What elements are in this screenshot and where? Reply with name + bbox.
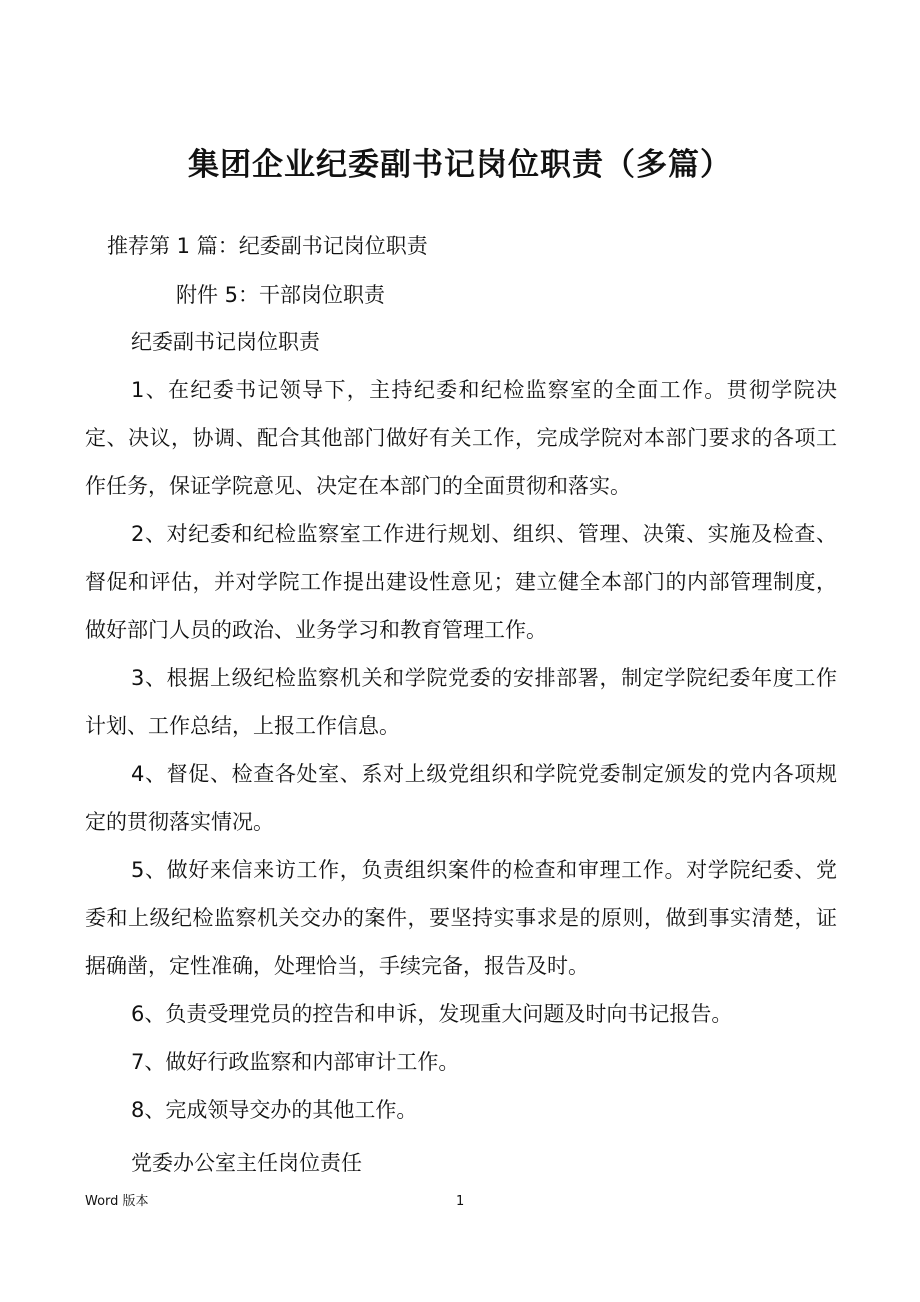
footer-page-number: 1 <box>456 1194 465 1209</box>
paragraph-7: 7、做好行政监察和内部审计工作。 <box>131 1050 460 1074</box>
next-section-heading: 党委办公室主任岗位责任 <box>131 1151 362 1175</box>
attachment-line: 附件 5：干部岗位职责 <box>176 283 386 307</box>
section-heading: 纪委副书记岗位职责 <box>131 330 320 354</box>
footer-label: Word 版本 <box>85 1194 149 1209</box>
paragraph-1: 1、在纪委书记领导下，主持纪委和纪检监察室的全面工作。贯彻学院决定、决议，协调、配合其他部门做好有关工作，完成学院对本部门要求的各项工作任务，保证学院意见、决定在本部门的全面贯彻和落实。 <box>85 378 837 498</box>
paragraph-3: 3、根据上级纪检监察机关和学院党委的安排部署，制定学院纪委年度工作计划、工作总结，上报工作信息。 <box>85 666 837 738</box>
paragraph-5: 5、做好来信来访工作，负责组织案件的检查和审理工作。对学院纪委、党委和上级纪检监察机关交办的案件，要坚持实事求是的原则，做到事实清楚，证据确凿，定性准确，处理恰当，手续完备，报告及时。 <box>85 858 837 978</box>
paragraph-4: 4、督促、检查各处室、系对上级党组织和学院党委制定颁发的党内各项规定的贯彻落实情况。 <box>85 762 837 834</box>
paragraph-2: 2、对纪委和纪检监察室工作进行规划、组织、管理、决策、实施及检查、督促和评估，并对学院工作提出建设性意见；建立健全本部门的内部管理制度，做好部门人员的政治、业务学习和教育管理工作。 <box>85 522 837 642</box>
document-title: 集团企业纪委副书记岗位职责（多篇） <box>188 147 732 183</box>
paragraph-6: 6、负责受理党员的控告和申诉，发现重大问题及时向书记报告。 <box>131 1002 733 1026</box>
paragraph-8: 8、完成领导交办的其他工作。 <box>131 1098 418 1122</box>
recommend-line: 推荐第 1 篇：纪委副书记岗位职责 <box>107 234 428 258</box>
